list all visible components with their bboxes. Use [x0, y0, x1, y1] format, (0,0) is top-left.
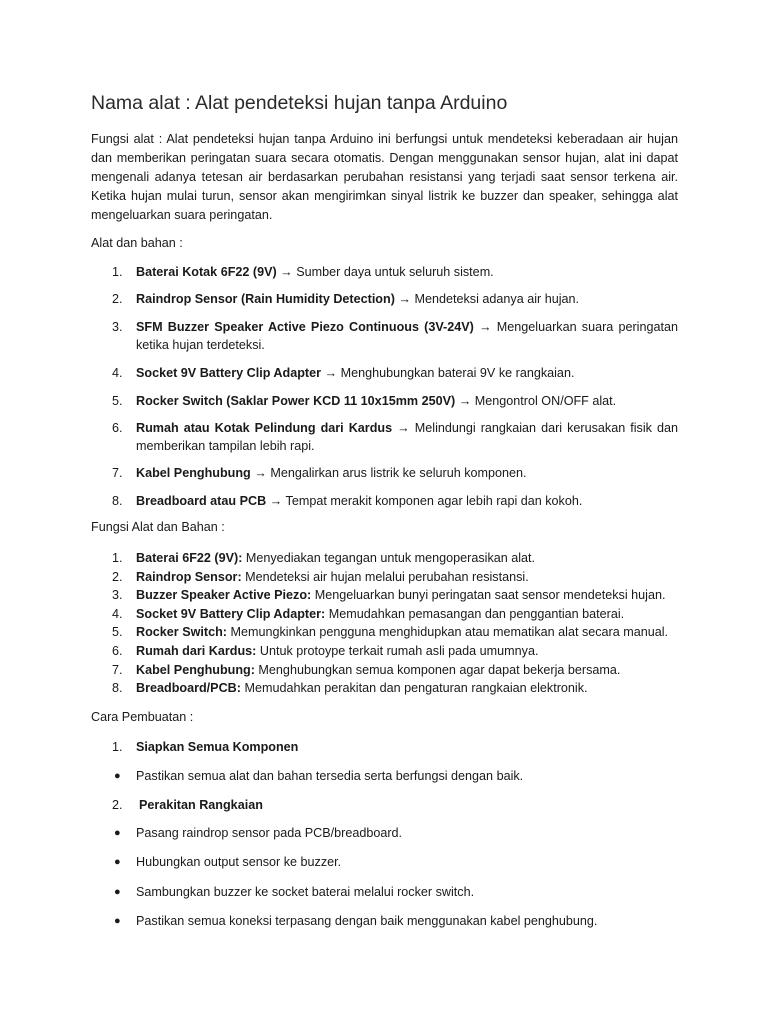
item-text [136, 290, 678, 308]
item-text [136, 392, 678, 410]
bullet-text: Sambungkan buzzer ke socket baterai melalui rocker switch. [136, 885, 475, 899]
item-name: Kabel Penghubung: [136, 663, 255, 677]
item-name: Socket 9V Battery Clip Adapter [136, 366, 321, 380]
item-number: 3. [112, 320, 123, 334]
item-number: 3. [112, 588, 123, 602]
item-desc: → Mengalirkan arus listrik ke seluruh komponen. [250, 466, 527, 480]
item-number: 2. [112, 570, 123, 584]
item-desc: Untuk protoype terkait rumah asli pada umumnya. [256, 644, 539, 658]
item-number: 7. [112, 663, 123, 677]
item-number: 8. [112, 494, 123, 508]
bullet-text: Hubungkan output sensor ke buzzer. [136, 855, 342, 869]
item-text [136, 318, 678, 354]
step-title: Perakitan Rangkaian [139, 798, 263, 812]
item-number: 8. [112, 681, 123, 695]
fungsi-alat-paragraph: Fungsi alat : Alat pendeteksi hujan tanpa Arduino ini berfungsi untuk mendeteksi keberadaan air hujan dan memberikan peringatan suara secara otomatis. Dengan menggunakan sensor hujan, alat ini dapat mengenali adanya tetesan air berdasarkan perubahan resistansi yang terjadi saat sensor terkena air. Ketika hujan mulai turun, sensor akan mengirimkan sinyal listrik ke buzzer dan speaker, sehingga alat mengeluarkan suara peringatan. [91, 132, 678, 222]
item-number: 4. [112, 607, 123, 621]
item-name: Buzzer Speaker Active Piezo: [136, 588, 312, 602]
item-desc: Menyediakan tegangan untuk mengoperasikan alat. [242, 551, 536, 565]
item-name: SFM Buzzer Speaker Active Piezo Continuous (3V-24V) [136, 320, 474, 334]
item-text [136, 419, 678, 455]
item-name: Baterai 6F22 (9V): [136, 551, 243, 565]
item-number: 5. [112, 394, 123, 408]
cara-pembuatan-heading: Cara Pembuatan : [91, 710, 194, 724]
item-text [136, 586, 678, 604]
item-name: Raindrop Sensor: [136, 570, 242, 584]
item-text [136, 549, 678, 567]
item-text [136, 492, 678, 510]
item-name: Raindrop Sensor (Rain Humidity Detection) [136, 292, 395, 306]
item-desc: → Tempat merakit komponen agar lebih rapi dan kokoh. [266, 494, 583, 508]
item-desc: → Sumber daya untuk seluruh sistem. [276, 265, 494, 279]
item-number: 4. [112, 366, 123, 380]
step-number: 2. [112, 798, 123, 812]
item-desc: Memudahkan perakitan dan pengaturan rangkaian elektronik. [240, 681, 588, 695]
item-text [136, 642, 678, 660]
bullet-icon: ● [114, 827, 121, 839]
document-title: Nama alat : Alat pendeteksi hujan tanpa Arduino [91, 92, 508, 114]
item-desc: Memudahkan pemasangan dan penggantian baterai. [325, 607, 625, 621]
item-name: Rocker Switch: [136, 625, 227, 639]
item-text [136, 661, 678, 679]
item-text [136, 679, 678, 697]
item-desc: Menghubungkan semua komponen agar dapat bekerja bersama. [254, 663, 621, 677]
item-name: Breadboard/PCB: [136, 681, 241, 695]
item-desc: Mengeluarkan bunyi peringatan saat sensor mendeteksi hujan. [311, 588, 666, 602]
item-number: 1. [112, 551, 123, 565]
item-text [136, 464, 678, 482]
item-number: 5. [112, 625, 123, 639]
item-name: Rumah atau Kotak Pelindung dari Kardus [136, 421, 393, 435]
bullet-icon: ● [114, 856, 121, 868]
bullet-icon: ● [114, 915, 121, 927]
step-title-wrap [136, 738, 678, 756]
item-text [136, 605, 678, 623]
item-name: Baterai Kotak 6F22 (9V) [136, 265, 277, 279]
item-name: Kabel Penghubung [136, 466, 251, 480]
item-number: 6. [112, 644, 123, 658]
fungsi-alat-bahan-heading: Fungsi Alat dan Bahan : [91, 520, 225, 534]
item-desc: → Mengontrol ON/OFF alat. [455, 394, 617, 408]
bullet-icon: ● [114, 770, 121, 782]
item-desc: → Menghubungkan baterai 9V ke rangkaian. [321, 366, 575, 380]
item-name: Rumah dari Kardus: [136, 644, 257, 658]
item-name: Breadboard atau PCB [136, 494, 267, 508]
item-number: 2. [112, 292, 123, 306]
item-number: 6. [112, 421, 123, 435]
bullet-text: Pastikan semua alat dan bahan tersedia serta berfungsi dengan baik. [136, 769, 524, 783]
item-name: Rocker Switch (Saklar Power KCD 11 10x15mm 250V) [136, 394, 456, 408]
alat-bahan-heading: Alat dan bahan : [91, 236, 183, 250]
step-title-wrap [139, 796, 681, 814]
bullet-text: Pasang raindrop sensor pada PCB/breadboard. [136, 826, 403, 840]
item-desc: Mendeteksi air hujan melalui perubahan resistansi. [241, 570, 529, 584]
bullet-text: Pastikan semua koneksi terpasang dengan baik menggunakan kabel penghubung. [136, 914, 598, 928]
item-number: 7. [112, 466, 123, 480]
item-desc: → Mengeluarkan suara peringatan ketika hujan terdeteksi. [136, 320, 678, 352]
step-title: Siapkan Semua Komponen [136, 740, 299, 754]
step-number: 1. [112, 740, 123, 754]
item-desc: → Melindungi rangkaian dari kerusakan fisik dan memberikan tampilan lebih rapi. [136, 421, 678, 453]
item-number: 1. [112, 265, 123, 279]
item-name: Socket 9V Battery Clip Adapter: [136, 607, 326, 621]
bullet-icon: ● [114, 886, 121, 898]
item-desc: Memungkinkan pengguna menghidupkan atau mematikan alat secara manual. [226, 625, 669, 639]
item-text [136, 364, 678, 382]
item-desc: → Mendeteksi adanya air hujan. [394, 292, 580, 306]
item-text [136, 568, 678, 586]
item-text [136, 623, 678, 641]
item-text [136, 263, 678, 281]
